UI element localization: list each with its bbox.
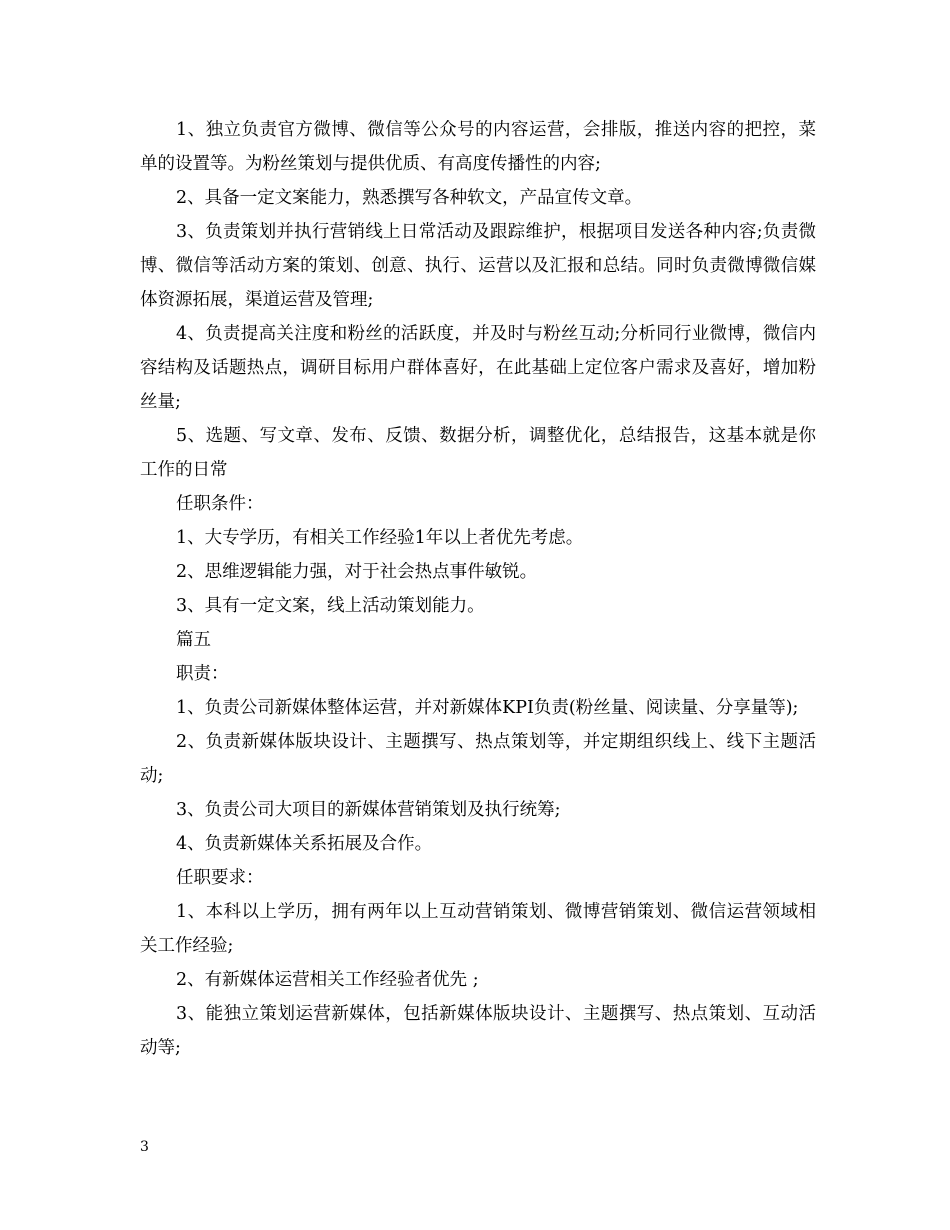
duty-item-6: 1、负责公司新媒体整体运营，并对新媒体KPI负责(粉丝量、阅读量、分享量等); [176,698,799,718]
requirements-heading: 任职条件： [176,494,264,514]
duty-item-1: 1、独立负责官方微博、微信等公众号的内容运营，会排版，推送内容的把控，菜单的设置等。为粉丝策划与提供优质、有高度传播性的内容; [140,120,816,174]
requirement-item-1: 1、大专学历，有相关工作经验1年以上者优先考虑。 [176,528,584,548]
qualifications-heading: 任职要求： [176,868,264,888]
section-title: 篇五 [176,630,211,650]
qualification-item-2: 2、有新媒体运营相关工作经验者优先 ; [176,970,479,990]
qualification-item-1: 1、本科以上学历，拥有两年以上互动营销策划、微博营销策划、微信运营领域相关工作经验; [140,902,816,956]
duty-item-3: 3、负责策划并执行营销线上日常活动及跟踪维护，根据项目发送各种内容;负责微博、微信等活动方案的策划、创意、执行、运营以及汇报和总结。同时负责微博微信媒体资源拓展，渠道运营及管理; [140,222,816,310]
document-body [140,113,816,1065]
duty-item-7: 2、负责新媒体版块设计、主题撰写、热点策划等，并定期组织线上、线下主题活动; [140,732,816,786]
page-number: 3 [140,1139,149,1155]
duty-item-9: 4、负责新媒体关系拓展及合作。 [176,834,433,854]
duties-heading: 职责： [176,664,229,684]
requirement-item-3: 3、具有一定文案，线上活动策划能力。 [176,596,485,616]
duty-item-8: 3、负责公司大项目的新媒体营销策划及执行统筹; [176,800,561,820]
qualification-item-3: 3、能独立策划运营新媒体，包括新媒体版块设计、主题撰写、热点策划、互动活动等; [140,1004,816,1058]
duty-item-5: 5、选题、写文章、发布、反馈、数据分析，调整优化，总结报告，这基本就是你工作的日常 [140,426,816,480]
requirement-item-2: 2、思维逻辑能力强，对于社会热点事件敏锐。 [176,562,538,582]
duty-item-2: 2、具备一定文案能力，熟悉撰写各种软文，产品宣传文章。 [176,188,643,208]
duty-item-4: 4、负责提高关注度和粉丝的活跃度，并及时与粉丝互动;分析同行业微博，微信内容结构及话题热点，调研目标用户群体喜好，在此基础上定位客户需求及喜好，增加粉丝量; [140,324,816,412]
